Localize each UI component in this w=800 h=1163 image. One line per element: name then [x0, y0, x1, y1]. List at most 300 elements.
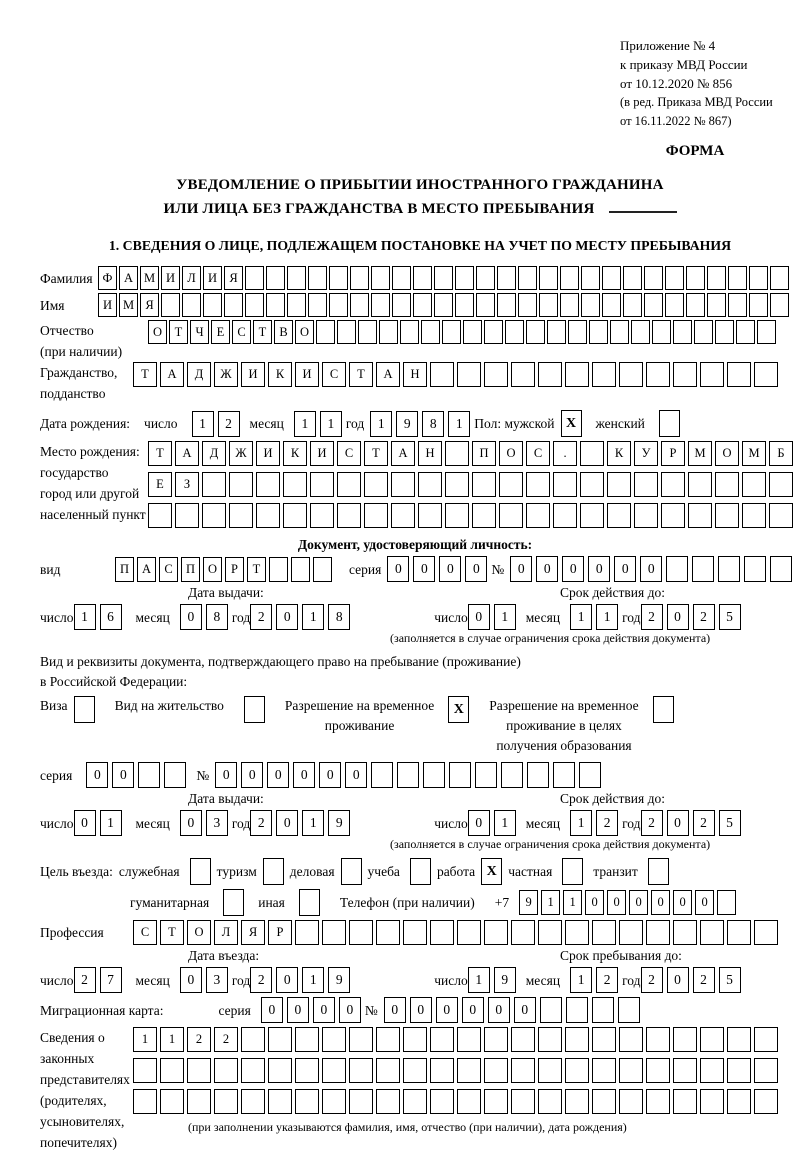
form-cell[interactable] [538, 1058, 562, 1083]
purpose-official-checkbox[interactable] [190, 858, 211, 885]
form-cell[interactable] [322, 920, 346, 945]
form-cell[interactable]: В [274, 320, 293, 344]
form-cell[interactable] [391, 503, 415, 528]
form-cell[interactable]: 2 [641, 967, 663, 993]
form-cell[interactable] [757, 320, 776, 344]
form-cell[interactable] [580, 441, 604, 466]
form-cell[interactable] [744, 556, 766, 582]
res-issue-year-cells[interactable] [250, 810, 354, 836]
form-cell[interactable] [287, 266, 306, 290]
form-cell[interactable]: С [322, 362, 346, 387]
form-cell[interactable] [673, 920, 697, 945]
form-cell[interactable] [283, 503, 307, 528]
form-cell[interactable]: З [175, 472, 199, 497]
form-cell[interactable] [472, 503, 496, 528]
form-cell[interactable]: . [553, 441, 577, 466]
form-cell[interactable] [430, 1089, 454, 1114]
form-cell[interactable]: Т [349, 362, 373, 387]
form-cell[interactable]: П [115, 557, 134, 582]
form-cell[interactable]: Л [182, 266, 201, 290]
form-cell[interactable]: 9 [328, 810, 350, 836]
form-cell[interactable] [403, 920, 427, 945]
form-cell[interactable]: 0 [514, 997, 536, 1023]
form-cell[interactable] [484, 320, 503, 344]
entry-month-cells[interactable] [180, 967, 232, 993]
form-cell[interactable] [666, 556, 688, 582]
form-cell[interactable]: П [181, 557, 200, 582]
checkbox-cell[interactable] [244, 696, 265, 723]
form-cell[interactable] [358, 320, 377, 344]
form-cell[interactable]: 0 [384, 997, 406, 1023]
form-cell[interactable] [349, 1089, 373, 1114]
form-cell[interactable] [337, 320, 356, 344]
form-cell[interactable] [266, 266, 285, 290]
form-cell[interactable]: 8 [206, 604, 228, 630]
form-cell[interactable]: К [607, 441, 631, 466]
form-cell[interactable]: 0 [673, 890, 692, 915]
form-cell[interactable]: 2 [641, 810, 663, 836]
representatives-cells-row2[interactable] [133, 1058, 781, 1083]
form-cell[interactable] [457, 920, 481, 945]
form-cell[interactable]: Л [214, 920, 238, 945]
purpose-tourism-checkbox[interactable] [263, 858, 284, 885]
form-cell[interactable] [618, 997, 640, 1023]
form-cell[interactable] [566, 997, 588, 1023]
id-series-cells[interactable] [387, 556, 491, 582]
form-cell[interactable]: 1 [320, 411, 342, 437]
form-cell[interactable] [161, 293, 180, 317]
form-cell[interactable]: Т [133, 362, 157, 387]
id-issue-year-cells[interactable] [250, 604, 354, 630]
form-cell[interactable]: 0 [345, 762, 367, 788]
form-cell[interactable] [379, 320, 398, 344]
form-cell[interactable] [673, 1089, 697, 1114]
form-cell[interactable] [742, 503, 766, 528]
form-cell[interactable] [518, 293, 537, 317]
form-cell[interactable]: 2 [187, 1027, 211, 1052]
form-cell[interactable]: 9 [519, 890, 538, 915]
form-cell[interactable] [445, 503, 469, 528]
form-cell[interactable] [133, 1089, 157, 1114]
checkbox-cell[interactable] [659, 410, 680, 437]
form-cell[interactable]: 1 [100, 810, 122, 836]
representatives-cells-row1[interactable] [133, 1027, 781, 1052]
form-cell[interactable] [455, 266, 474, 290]
form-cell[interactable]: 9 [494, 967, 516, 993]
form-cell[interactable] [182, 293, 201, 317]
form-cell[interactable]: М [140, 266, 159, 290]
form-cell[interactable] [673, 362, 697, 387]
form-cell[interactable]: 1 [160, 1027, 184, 1052]
form-cell[interactable]: И [98, 293, 117, 317]
form-cell[interactable] [322, 1089, 346, 1114]
form-cell[interactable] [692, 556, 714, 582]
form-cell[interactable] [700, 1027, 724, 1052]
form-cell[interactable]: 0 [387, 556, 409, 582]
form-cell[interactable] [538, 1089, 562, 1114]
stay-year-cells[interactable] [641, 967, 745, 993]
form-cell[interactable] [688, 472, 712, 497]
form-cell[interactable] [501, 762, 523, 788]
form-cell[interactable] [661, 503, 685, 528]
form-cell[interactable]: 1 [563, 890, 582, 915]
form-cell[interactable]: 0 [488, 997, 510, 1023]
form-cell[interactable]: О [295, 320, 314, 344]
form-cell[interactable]: Т [253, 320, 272, 344]
form-cell[interactable] [673, 320, 692, 344]
form-cell[interactable] [715, 320, 734, 344]
form-cell[interactable]: И [295, 362, 319, 387]
form-cell[interactable] [581, 266, 600, 290]
form-cell[interactable] [717, 890, 736, 915]
form-cell[interactable] [700, 1058, 724, 1083]
form-cell[interactable] [718, 556, 740, 582]
temp-residence-checkbox[interactable] [448, 696, 469, 723]
form-cell[interactable]: О [203, 557, 222, 582]
form-cell[interactable] [610, 320, 629, 344]
form-cell[interactable] [580, 472, 604, 497]
form-cell[interactable] [661, 472, 685, 497]
form-cell[interactable] [539, 266, 558, 290]
form-cell[interactable] [579, 762, 601, 788]
form-cell[interactable]: И [241, 362, 265, 387]
form-cell[interactable] [646, 1058, 670, 1083]
form-cell[interactable] [138, 762, 160, 788]
form-cell[interactable]: Н [403, 362, 427, 387]
form-cell[interactable]: С [159, 557, 178, 582]
form-cell[interactable] [148, 503, 172, 528]
form-cell[interactable] [457, 1089, 481, 1114]
form-cell[interactable]: Т [247, 557, 266, 582]
form-cell[interactable] [268, 1089, 292, 1114]
representatives-cells-row3[interactable] [133, 1089, 781, 1114]
form-cell[interactable] [728, 293, 747, 317]
form-cell[interactable] [646, 362, 670, 387]
form-cell[interactable]: 0 [468, 604, 490, 630]
form-cell[interactable]: П [472, 441, 496, 466]
form-cell[interactable]: 1 [494, 810, 516, 836]
form-cell[interactable] [268, 1058, 292, 1083]
form-cell[interactable]: 1 [541, 890, 560, 915]
form-cell[interactable] [160, 1058, 184, 1083]
form-cell[interactable]: 1 [302, 967, 324, 993]
form-cell[interactable] [371, 266, 390, 290]
form-cell[interactable]: 0 [339, 997, 361, 1023]
form-cell[interactable] [434, 293, 453, 317]
form-cell[interactable] [623, 266, 642, 290]
form-cell[interactable] [187, 1089, 211, 1114]
form-cell[interactable] [565, 920, 589, 945]
checkbox-cell[interactable] [190, 858, 211, 885]
res-valid-month-cells[interactable] [570, 810, 622, 836]
form-cell[interactable]: Е [148, 472, 172, 497]
form-cell[interactable]: С [232, 320, 251, 344]
form-cell[interactable] [665, 293, 684, 317]
form-cell[interactable] [423, 762, 445, 788]
form-cell[interactable] [565, 362, 589, 387]
form-cell[interactable]: 0 [651, 890, 670, 915]
form-cell[interactable] [349, 1027, 373, 1052]
form-cell[interactable]: 1 [302, 604, 324, 630]
form-cell[interactable] [457, 362, 481, 387]
form-cell[interactable] [497, 266, 516, 290]
form-cell[interactable] [241, 1058, 265, 1083]
form-cell[interactable]: 2 [250, 810, 272, 836]
form-cell[interactable]: 0 [413, 556, 435, 582]
form-cell[interactable]: 2 [596, 810, 618, 836]
form-cell[interactable] [391, 472, 415, 497]
form-cell[interactable] [652, 320, 671, 344]
form-cell[interactable]: 5 [719, 967, 741, 993]
form-cell[interactable] [269, 557, 288, 582]
form-cell[interactable]: 0 [510, 556, 532, 582]
form-cell[interactable]: О [148, 320, 167, 344]
form-cell[interactable]: 0 [667, 604, 689, 630]
citizenship-cells[interactable] [133, 362, 781, 387]
form-cell[interactable] [308, 293, 327, 317]
form-cell[interactable] [700, 362, 724, 387]
form-cell[interactable] [337, 472, 361, 497]
form-cell[interactable] [484, 920, 508, 945]
purpose-work-checkbox[interactable] [481, 858, 502, 885]
checkbox-cell[interactable] [74, 696, 95, 723]
form-cell[interactable] [619, 1058, 643, 1083]
form-cell[interactable]: С [526, 441, 550, 466]
res-valid-year-cells[interactable] [641, 810, 745, 836]
form-cell[interactable]: А [119, 266, 138, 290]
form-cell[interactable] [560, 266, 579, 290]
form-cell[interactable] [349, 1058, 373, 1083]
checkbox-cell[interactable] [653, 696, 674, 723]
form-cell[interactable] [754, 920, 778, 945]
form-cell[interactable] [291, 557, 310, 582]
form-cell[interactable] [526, 320, 545, 344]
form-cell[interactable] [400, 320, 419, 344]
form-cell[interactable]: Ч [190, 320, 209, 344]
form-cell[interactable]: 1 [448, 411, 470, 437]
form-cell[interactable]: А [175, 441, 199, 466]
form-cell[interactable]: 0 [588, 556, 610, 582]
form-cell[interactable]: 0 [180, 967, 202, 993]
form-cell[interactable] [268, 1027, 292, 1052]
form-cell[interactable] [497, 293, 516, 317]
purpose-humanitarian-checkbox[interactable] [223, 889, 244, 916]
form-cell[interactable] [644, 266, 663, 290]
form-cell[interactable]: 0 [276, 604, 298, 630]
checkbox-cell[interactable]: X [481, 858, 502, 885]
birthplace-cells-row2[interactable] [148, 472, 796, 497]
form-cell[interactable]: 0 [276, 967, 298, 993]
form-cell[interactable]: 1 [133, 1027, 157, 1052]
form-cell[interactable] [187, 1058, 211, 1083]
form-cell[interactable] [553, 472, 577, 497]
form-cell[interactable] [727, 362, 751, 387]
form-cell[interactable] [538, 920, 562, 945]
form-cell[interactable] [538, 1027, 562, 1052]
birth-day-cells[interactable] [192, 411, 244, 437]
purpose-business-checkbox[interactable] [341, 858, 362, 885]
form-cell[interactable]: 0 [536, 556, 558, 582]
form-cell[interactable]: Т [364, 441, 388, 466]
form-cell[interactable] [371, 762, 393, 788]
form-cell[interactable] [686, 266, 705, 290]
form-cell[interactable]: 2 [250, 604, 272, 630]
form-cell[interactable]: 0 [410, 997, 432, 1023]
id-valid-day-cells[interactable] [468, 604, 520, 630]
res-number-cells[interactable] [215, 762, 605, 788]
checkbox-cell[interactable]: X [561, 410, 582, 437]
form-cell[interactable]: М [742, 441, 766, 466]
form-cell[interactable] [728, 266, 747, 290]
form-cell[interactable]: И [256, 441, 280, 466]
form-cell[interactable] [538, 362, 562, 387]
form-cell[interactable]: И [203, 266, 222, 290]
form-cell[interactable]: Д [187, 362, 211, 387]
form-cell[interactable] [484, 1027, 508, 1052]
form-cell[interactable] [754, 1058, 778, 1083]
form-cell[interactable]: 1 [294, 411, 316, 437]
form-cell[interactable]: 1 [370, 411, 392, 437]
form-cell[interactable] [707, 293, 726, 317]
form-cell[interactable] [619, 362, 643, 387]
form-cell[interactable]: 1 [570, 604, 592, 630]
form-cell[interactable] [499, 472, 523, 497]
checkbox-cell[interactable]: X [448, 696, 469, 723]
form-cell[interactable] [694, 320, 713, 344]
form-cell[interactable] [505, 320, 524, 344]
form-cell[interactable]: 0 [562, 556, 584, 582]
form-cell[interactable] [256, 472, 280, 497]
form-cell[interactable]: 3 [206, 810, 228, 836]
form-cell[interactable]: 5 [719, 604, 741, 630]
form-cell[interactable] [665, 266, 684, 290]
form-cell[interactable]: А [137, 557, 156, 582]
form-cell[interactable] [376, 1027, 400, 1052]
form-cell[interactable] [634, 472, 658, 497]
form-cell[interactable]: Б [769, 441, 793, 466]
form-cell[interactable] [476, 266, 495, 290]
form-cell[interactable] [457, 1027, 481, 1052]
doc-type-cells[interactable] [115, 557, 335, 582]
form-cell[interactable] [673, 1027, 697, 1052]
form-cell[interactable]: К [283, 441, 307, 466]
form-cell[interactable] [457, 1058, 481, 1083]
form-cell[interactable] [511, 920, 535, 945]
form-cell[interactable]: И [161, 266, 180, 290]
form-cell[interactable]: 9 [396, 411, 418, 437]
form-cell[interactable] [727, 1027, 751, 1052]
form-cell[interactable]: С [337, 441, 361, 466]
form-cell[interactable] [350, 266, 369, 290]
form-cell[interactable]: К [268, 362, 292, 387]
form-cell[interactable] [449, 762, 471, 788]
form-cell[interactable]: И [310, 441, 334, 466]
form-cell[interactable] [364, 503, 388, 528]
form-cell[interactable] [754, 362, 778, 387]
form-cell[interactable] [646, 1089, 670, 1114]
form-cell[interactable]: А [160, 362, 184, 387]
form-cell[interactable] [376, 1089, 400, 1114]
form-cell[interactable]: А [376, 362, 400, 387]
patronymic-cells[interactable] [148, 320, 778, 344]
form-cell[interactable]: 0 [215, 762, 237, 788]
form-cell[interactable]: С [133, 920, 157, 945]
purpose-other-checkbox[interactable] [299, 889, 320, 916]
form-cell[interactable] [770, 556, 792, 582]
res-issue-month-cells[interactable] [180, 810, 232, 836]
form-cell[interactable] [434, 266, 453, 290]
stay-day-cells[interactable] [468, 967, 520, 993]
form-cell[interactable]: О [187, 920, 211, 945]
form-cell[interactable] [241, 1027, 265, 1052]
surname-cells[interactable] [98, 266, 791, 290]
form-cell[interactable] [164, 762, 186, 788]
form-cell[interactable]: 1 [74, 604, 96, 630]
form-cell[interactable] [727, 920, 751, 945]
form-cell[interactable] [715, 503, 739, 528]
form-cell[interactable]: Р [661, 441, 685, 466]
form-cell[interactable]: Ж [214, 362, 238, 387]
form-cell[interactable] [229, 472, 253, 497]
form-cell[interactable] [580, 503, 604, 528]
form-cell[interactable] [349, 920, 373, 945]
birthplace-cells-row3[interactable] [148, 503, 796, 528]
form-cell[interactable] [769, 472, 793, 497]
form-cell[interactable] [754, 1027, 778, 1052]
form-cell[interactable] [539, 293, 558, 317]
form-cell[interactable]: 0 [439, 556, 461, 582]
form-cell[interactable] [295, 1027, 319, 1052]
form-cell[interactable] [592, 1027, 616, 1052]
checkbox-cell[interactable] [410, 858, 431, 885]
form-cell[interactable] [364, 472, 388, 497]
form-cell[interactable]: 0 [640, 556, 662, 582]
form-cell[interactable] [295, 1058, 319, 1083]
form-cell[interactable]: 0 [436, 997, 458, 1023]
form-cell[interactable] [754, 1089, 778, 1114]
form-cell[interactable]: У [634, 441, 658, 466]
form-cell[interactable]: Р [225, 557, 244, 582]
form-cell[interactable]: 0 [468, 810, 490, 836]
form-cell[interactable] [397, 762, 419, 788]
form-cell[interactable]: 0 [465, 556, 487, 582]
form-cell[interactable]: 0 [261, 997, 283, 1023]
form-cell[interactable]: 1 [570, 810, 592, 836]
form-cell[interactable]: 0 [241, 762, 263, 788]
form-cell[interactable] [214, 1058, 238, 1083]
form-cell[interactable] [214, 1089, 238, 1114]
form-cell[interactable] [592, 362, 616, 387]
form-cell[interactable] [484, 1089, 508, 1114]
form-cell[interactable] [442, 320, 461, 344]
sex-male-checkbox[interactable] [561, 410, 582, 437]
form-cell[interactable] [707, 266, 726, 290]
residence-permit-checkbox[interactable] [244, 696, 265, 723]
form-cell[interactable] [241, 1089, 265, 1114]
form-cell[interactable] [736, 320, 755, 344]
form-cell[interactable] [527, 762, 549, 788]
form-cell[interactable] [602, 266, 621, 290]
form-cell[interactable] [592, 1089, 616, 1114]
form-cell[interactable]: 2 [693, 967, 715, 993]
form-cell[interactable]: 3 [206, 967, 228, 993]
form-cell[interactable] [287, 293, 306, 317]
form-cell[interactable] [700, 920, 724, 945]
form-cell[interactable]: Я [224, 266, 243, 290]
res-series-cells[interactable] [86, 762, 190, 788]
form-cell[interactable] [445, 441, 469, 466]
form-cell[interactable]: Т [148, 441, 172, 466]
